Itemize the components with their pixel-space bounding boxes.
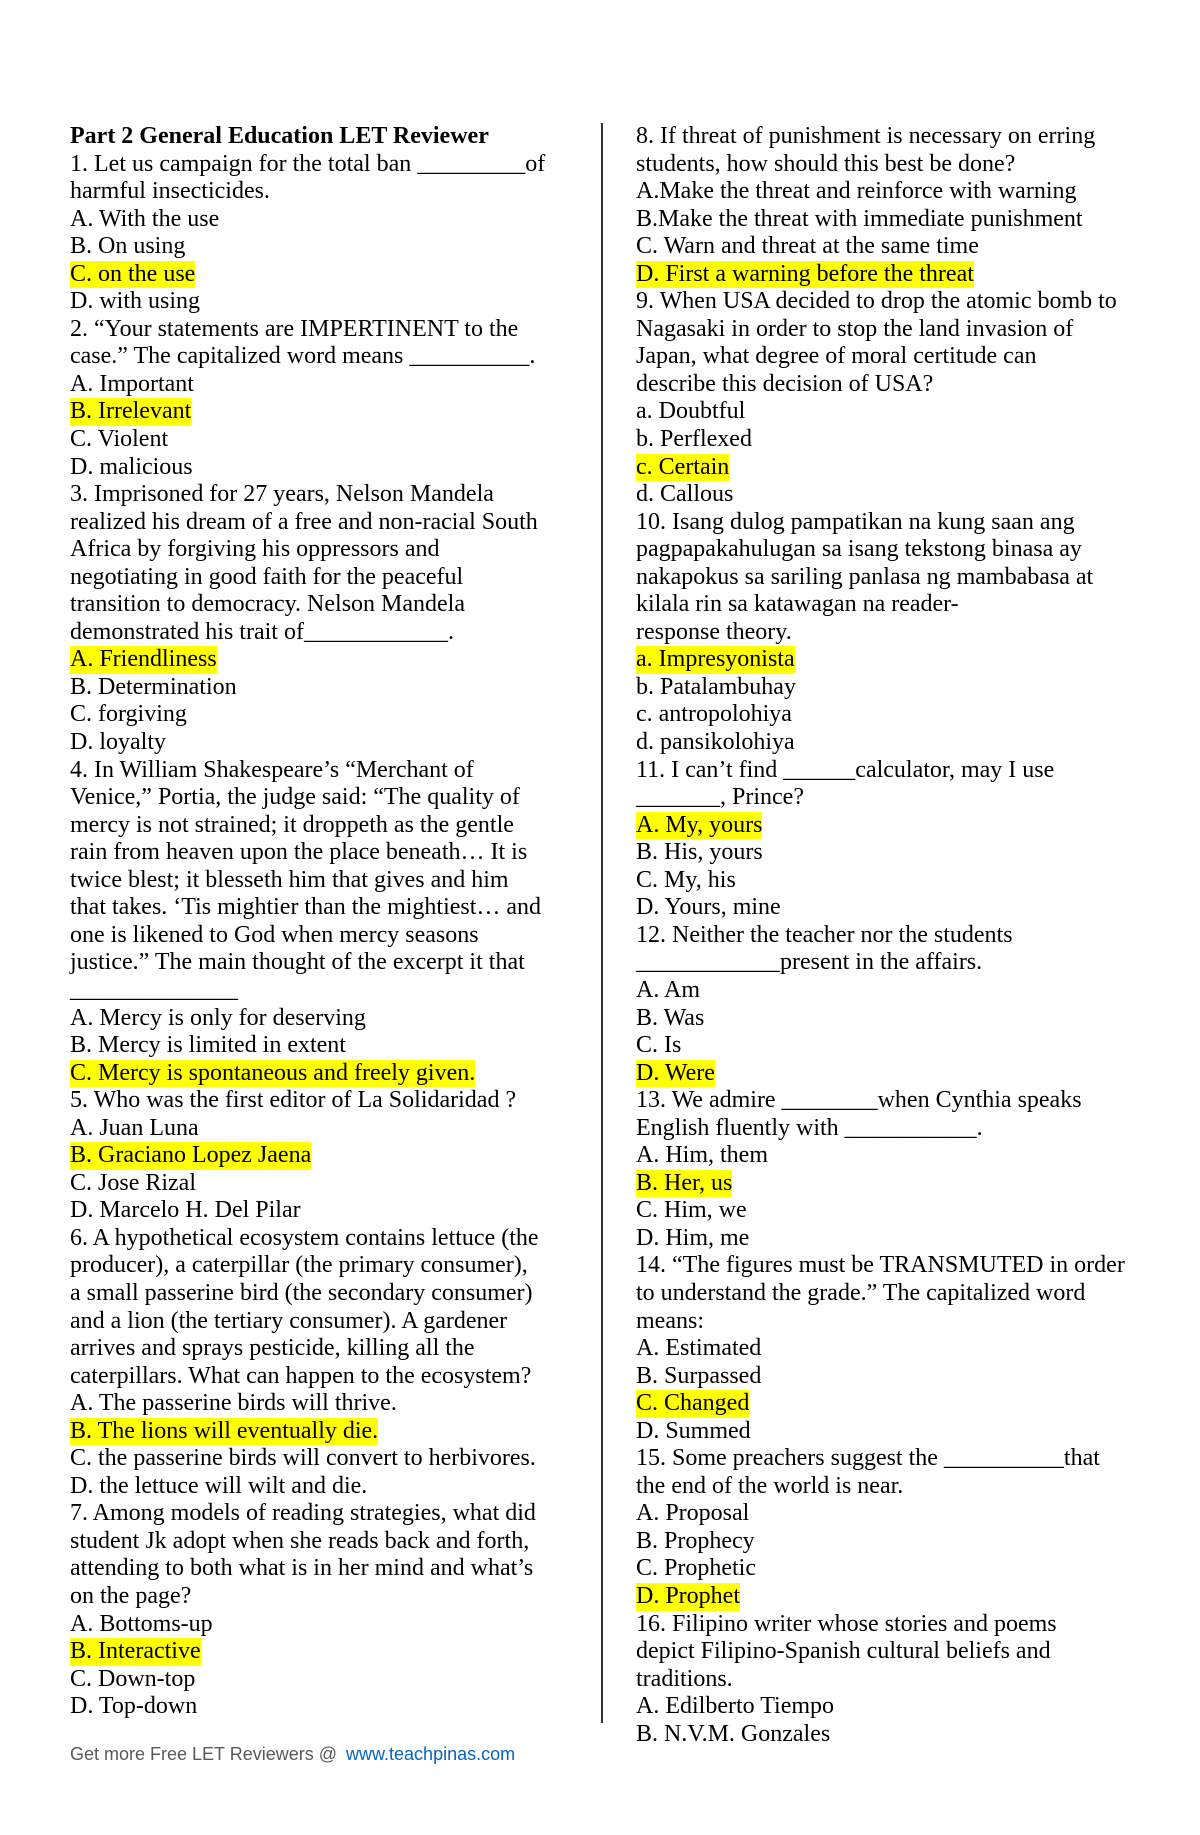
question-9-choice-c-answer: c. Certain (636, 453, 730, 480)
question-4-stem-line: Venice,” Portia, the judge said: “The quality of (70, 784, 520, 811)
question-10-stem-line: nakapokus sa sariling panlasa ng mambabasa at (636, 563, 1094, 590)
question-10-choice-b: b. Patalambuhay (636, 673, 796, 700)
question-2 (70, 316, 595, 481)
question-14-choice-a: A. Estimated (636, 1335, 762, 1362)
question-5-choice-d: D. Marcelo H. Del Pilar (70, 1197, 301, 1224)
question-9-stem-line: describe this decision of USA? (636, 370, 934, 397)
footer (70, 1743, 515, 1765)
question-7-choice-b-answer: B. Interactive (70, 1638, 201, 1665)
question-12-stem-line: ____________present in the affairs. (636, 949, 983, 976)
question-9-stem-line: 9. When USA decided to drop the atomic bomb to (636, 288, 1117, 315)
question-3-stem-line: demonstrated his trait of____________. (70, 618, 454, 645)
question-7-stem-line: on the page? (70, 1582, 192, 1609)
question-3-choice-c: C. forgiving (70, 701, 187, 728)
question-14-choice-d: D. Summed (636, 1417, 751, 1444)
question-12-choice-a: A. Am (636, 976, 701, 1003)
question-6-stem-line: producer), a caterpillar (the primary consumer), (70, 1252, 528, 1279)
question-16-choice-b: B. N.V.M. Gonzales (636, 1720, 831, 1747)
question-7-choice-c: C. Down-top (70, 1665, 196, 1692)
question-14-choice-c-answer: C. Changed (636, 1390, 750, 1417)
question-4-choice-a: A. Mercy is only for deserving (70, 1004, 366, 1031)
question-4-stem-line: rain from heaven upon the place beneath… It is (70, 839, 528, 866)
question-5 (70, 1087, 595, 1225)
question-6-choice-b-answer: B. The lions will eventually die. (70, 1417, 379, 1444)
question-3-choice-d: D. loyalty (70, 729, 166, 756)
question-4-stem-line: justice.” The main thought of the excerpt it that (70, 949, 525, 976)
question-14-stem-line: to understand the grade.” The capitalized word (636, 1279, 1086, 1306)
question-8-choice-b: B.Make the threat with immediate punishment (636, 205, 1083, 232)
question-4 (70, 757, 595, 1088)
question-6-stem-line: 6. A hypothetical ecosystem contains lettuce (the (70, 1224, 539, 1251)
question-10-stem-line: pagpapakahulugan sa isang tekstong binasa ay (636, 536, 1082, 563)
question-6-stem-line: caterpillars. What can happen to the ecosystem? (70, 1362, 532, 1389)
document-title: Part 2 General Education LET Reviewer (70, 123, 489, 149)
question-9-stem-line: Japan, what degree of moral certitude can (636, 343, 1037, 370)
question-4-stem-line: 4. In William Shakespeare’s “Merchant of (70, 756, 474, 783)
question-13-stem-line: 13. We admire ________when Cynthia speaks (636, 1087, 1082, 1114)
question-11-choice-a-answer: A. My, yours (636, 811, 763, 838)
question-5-stem-line: 5. Who was the first editor of La Solidaridad ? (70, 1087, 517, 1114)
question-1-stem-line: harmful insecticides. (70, 178, 270, 205)
question-4-stem-line: that takes. ‘Tis mightier than the mightiest… and (70, 894, 542, 921)
question-15-choice-c: C. Prophetic (636, 1555, 756, 1582)
question-3 (70, 481, 595, 756)
question-2-choice-b-answer: B. Irrelevant (70, 398, 192, 425)
question-1-choice-c-answer: C. on the use (70, 260, 196, 287)
question-1-choice-a: A. With the use (70, 205, 220, 232)
question-9 (636, 288, 1176, 508)
question-12 (636, 922, 1176, 1087)
question-10-stem-line: kilala rin sa katawagan na reader- (636, 591, 959, 618)
question-4-choice-b: B. Mercy is limited in extent (70, 1032, 346, 1059)
left-column (70, 123, 595, 1721)
question-6-choice-a: A. The passerine birds will thrive. (70, 1390, 397, 1417)
question-11-stem-line: _______, Prince? (636, 784, 804, 811)
question-5-choice-a: A. Juan Luna (70, 1114, 199, 1141)
question-16 (636, 1611, 1176, 1749)
question-4-stem-line: one is likened to God when mercy seasons (70, 921, 479, 948)
question-11-stem-line: 11. I can’t find ______calculator, may I use (636, 756, 1055, 783)
question-15 (636, 1445, 1176, 1610)
question-10-stem-line: 10. Isang dulog pampatikan na kung saan ang (636, 508, 1075, 535)
question-6-stem-line: a small passerine bird (the secondary consumer) (70, 1279, 533, 1306)
question-15-stem-line: 15. Some preachers suggest the __________that (636, 1445, 1100, 1472)
question-8-choice-d-answer: D. First a warning before the threat (636, 260, 974, 287)
question-12-choice-d-answer: D. Were (636, 1059, 715, 1086)
question-8-stem-line: students, how should this best be done? (636, 150, 1016, 177)
question-6-stem-line: arrives and sprays pesticide, killing all the (70, 1335, 475, 1362)
question-7-stem-line: student Jk adopt when she reads back and forth, (70, 1527, 530, 1554)
question-1-choice-d: D. with using (70, 288, 201, 315)
question-13-choice-c: C. Him, we (636, 1197, 747, 1224)
question-6 (70, 1225, 595, 1500)
question-3-stem-line: realized his dream of a free and non-racial South (70, 508, 538, 535)
question-14-stem-line: 14. “The figures must be TRANSMUTED in order (636, 1252, 1125, 1279)
question-10-stem-line: response theory. (636, 618, 792, 645)
right-column (636, 123, 1176, 1748)
column-divider (601, 123, 603, 1723)
question-8 (636, 123, 1176, 288)
question-8-choice-c: C. Warn and threat at the same time (636, 233, 979, 260)
question-9-choice-b: b. Perflexed (636, 426, 752, 453)
question-11-choice-b: B. His, yours (636, 839, 763, 866)
question-13-choice-a: A. Him, them (636, 1142, 768, 1169)
question-4-stem-line: mercy is not strained; it droppeth as the gentle (70, 811, 514, 838)
question-7 (70, 1500, 595, 1720)
question-3-stem-line: Africa by forgiving his oppressors and (70, 536, 440, 563)
question-4-stem-line: twice blest; it blesseth him that gives and him (70, 866, 509, 893)
question-15-stem-line: the end of the world is near. (636, 1472, 904, 1499)
question-4-stem-line: ______________ (70, 976, 238, 1003)
question-15-choice-b: B. Prophecy (636, 1527, 755, 1554)
question-13-choice-b-answer: B. Her, us (636, 1169, 733, 1196)
question-11-choice-d: D. Yours, mine (636, 894, 781, 921)
question-9-stem-line: Nagasaki in order to stop the land invasion of (636, 315, 1074, 342)
question-7-choice-a: A. Bottoms-up (70, 1610, 213, 1637)
question-2-stem-line: 2. “Your statements are IMPERTINENT to the (70, 315, 519, 342)
question-12-choice-b: B. Was (636, 1004, 705, 1031)
question-8-stem-line: 8. If threat of punishment is necessary on erring (636, 123, 1096, 149)
question-15-choice-a: A. Proposal (636, 1500, 750, 1527)
question-7-stem-line: 7. Among models of reading strategies, what did (70, 1500, 536, 1527)
question-10 (636, 509, 1176, 757)
question-13 (636, 1087, 1176, 1252)
question-1-stem-line: 1. Let us campaign for the total ban _________of (70, 150, 546, 177)
question-3-choice-a-answer: A. Friendliness (70, 646, 217, 673)
question-5-choice-b-answer: B. Graciano Lopez Jaena (70, 1142, 312, 1169)
question-11 (636, 757, 1176, 922)
question-12-choice-c: C. Is (636, 1032, 682, 1059)
question-6-stem-line: and a lion (the tertiary consumer). A gardener (70, 1307, 508, 1334)
question-7-stem-line: attending to both what is in her mind and what’s (70, 1555, 534, 1582)
question-16-stem-line: traditions. (636, 1665, 733, 1692)
question-15-choice-d-answer: D. Prophet (636, 1582, 740, 1609)
question-6-choice-c: C. the passerine birds will convert to herbivores. (70, 1445, 536, 1472)
question-3-stem-line: negotiating in good faith for the peaceful (70, 563, 464, 590)
question-10-choice-c: c. antropolohiya (636, 701, 792, 728)
question-1-choice-b: B. On using (70, 233, 186, 260)
question-12-stem-line: 12. Neither the teacher nor the students (636, 921, 1013, 948)
question-16-stem-line: 16. Filipino writer whose stories and poems (636, 1610, 1057, 1637)
question-3-choice-b: B. Determination (70, 673, 237, 700)
question-16-choice-a: A. Edilberto Tiempo (636, 1693, 835, 1720)
question-1 (70, 151, 595, 316)
question-3-stem-line: transition to democracy. Nelson Mandela (70, 591, 465, 618)
footer-text: Get more Free LET Reviewers @ (70, 1744, 338, 1764)
question-9-choice-d: d. Callous (636, 481, 734, 508)
question-3-stem-line: 3. Imprisoned for 27 years, Nelson Mandela (70, 481, 494, 508)
question-2-stem-line: case.” The capitalized word means __________. (70, 343, 536, 370)
question-14-stem-line: means: (636, 1307, 704, 1334)
question-4-choice-c-answer: C. Mercy is spontaneous and freely given. (70, 1059, 476, 1086)
question-2-choice-d: D. malicious (70, 453, 193, 480)
question-13-choice-d: D. Him, me (636, 1224, 750, 1251)
question-10-choice-a-answer: a. Impresyonista (636, 646, 795, 673)
question-7-choice-d: D. Top-down (70, 1693, 198, 1720)
question-13-stem-line: English fluently with ___________. (636, 1114, 983, 1141)
question-8-choice-a: A.Make the threat and reinforce with warning (636, 178, 1077, 205)
question-6-choice-d: D. the lettuce will wilt and die. (70, 1472, 368, 1499)
question-11-choice-c: C. My, his (636, 866, 736, 893)
question-14-choice-b: B. Surpassed (636, 1362, 762, 1389)
question-16-stem-line: depict Filipino-Spanish cultural beliefs and (636, 1638, 1051, 1665)
question-2-choice-c: C. Violent (70, 426, 169, 453)
question-5-choice-c: C. Jose Rizal (70, 1169, 196, 1196)
footer-link[interactable]: www.teachpinas.com (346, 1744, 516, 1764)
question-9-choice-a: a. Doubtful (636, 398, 746, 425)
question-2-choice-a: A. Important (70, 370, 194, 397)
question-10-choice-d: d. pansikolohiya (636, 729, 795, 756)
question-14 (636, 1252, 1176, 1445)
